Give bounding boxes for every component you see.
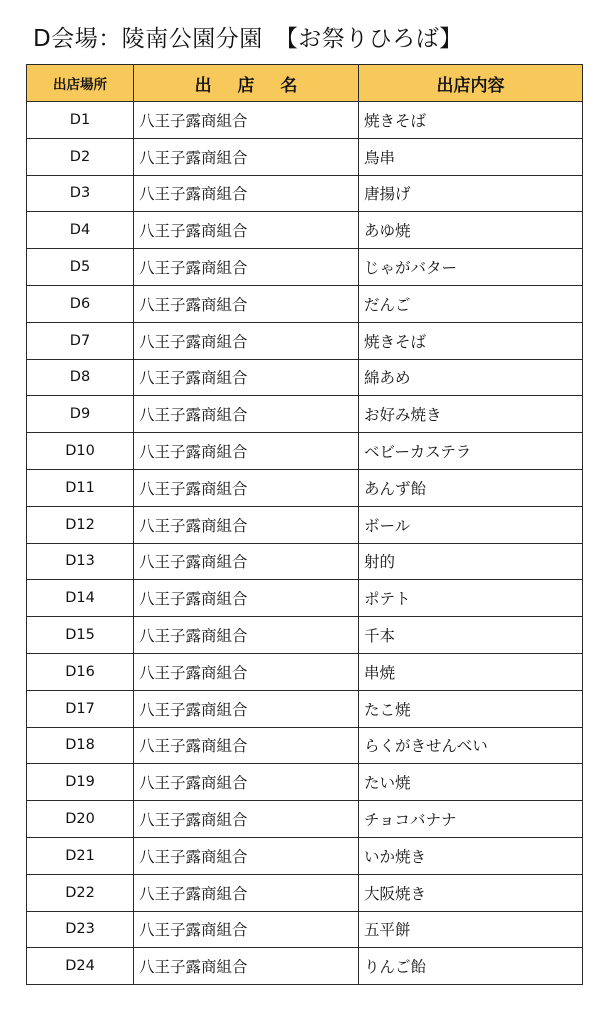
cell-vendor-content: だんご [359, 285, 583, 322]
table-row [27, 690, 583, 727]
table-row [27, 138, 583, 175]
cell-location: D8 [27, 359, 134, 396]
cell-vendor-name: 八王子露商組合 [134, 727, 359, 764]
cell-vendor-name: 八王子露商組合 [134, 359, 359, 396]
cell-vendor-content: あんず飴 [359, 469, 583, 506]
cell-location: D13 [27, 543, 134, 580]
table-row [27, 175, 583, 212]
cell-vendor-content: あゆ焼 [359, 212, 583, 249]
cell-vendor-name: 八王子露商組合 [134, 690, 359, 727]
cell-vendor-name: 八王子露商組合 [134, 322, 359, 359]
cell-vendor-name: 八王子露商組合 [134, 580, 359, 617]
cell-vendor-name: 八王子露商組合 [134, 175, 359, 212]
table-row [27, 433, 583, 470]
table-row [27, 322, 583, 359]
header-content: 出店内容 [359, 65, 583, 102]
vendor-table [26, 64, 583, 985]
cell-vendor-content: 千本 [359, 617, 583, 654]
table-row [27, 837, 583, 874]
cell-vendor-content: 射的 [359, 543, 583, 580]
cell-vendor-name: 八王子露商組合 [134, 837, 359, 874]
table-row [27, 249, 583, 286]
cell-vendor-content: たこ焼 [359, 690, 583, 727]
cell-vendor-content: じゃがバター [359, 249, 583, 286]
cell-vendor-name: 八王子露商組合 [134, 874, 359, 911]
header-row [27, 65, 583, 102]
cell-location: D7 [27, 322, 134, 359]
cell-vendor-content: りんご飴 [359, 948, 583, 985]
cell-location: D17 [27, 690, 134, 727]
table-row [27, 212, 583, 249]
cell-vendor-name: 八王子露商組合 [134, 801, 359, 838]
cell-vendor-content: 綿あめ [359, 359, 583, 396]
cell-location: D4 [27, 212, 134, 249]
cell-vendor-content: いか焼き [359, 837, 583, 874]
table-row [27, 469, 583, 506]
table-row [27, 359, 583, 396]
cell-vendor-name: 八王子露商組合 [134, 285, 359, 322]
cell-vendor-content: ベビーカステラ [359, 433, 583, 470]
cell-vendor-name: 八王子露商組合 [134, 653, 359, 690]
table-row [27, 506, 583, 543]
cell-location: D22 [27, 874, 134, 911]
cell-vendor-content: たい焼 [359, 764, 583, 801]
table-row [27, 285, 583, 322]
cell-location: D5 [27, 249, 134, 286]
cell-vendor-name: 八王子露商組合 [134, 948, 359, 985]
cell-vendor-content: 串焼 [359, 653, 583, 690]
table-header [27, 65, 583, 102]
cell-vendor-content: 焼きそば [359, 102, 583, 139]
cell-location: D9 [27, 396, 134, 433]
cell-location: D16 [27, 653, 134, 690]
table-row [27, 543, 583, 580]
cell-location: D6 [27, 285, 134, 322]
table-row [27, 102, 583, 139]
cell-vendor-content: 唐揚げ [359, 175, 583, 212]
cell-vendor-name: 八王子露商組合 [134, 543, 359, 580]
cell-location: D1 [27, 102, 134, 139]
cell-location: D14 [27, 580, 134, 617]
cell-vendor-content: 焼きそば [359, 322, 583, 359]
cell-location: D3 [27, 175, 134, 212]
header-location: 出店場所 [27, 65, 134, 102]
table-row [27, 617, 583, 654]
header-name: 出 店 名 [134, 65, 359, 102]
cell-location: D21 [27, 837, 134, 874]
cell-vendor-name: 八王子露商組合 [134, 433, 359, 470]
cell-vendor-name: 八王子露商組合 [134, 249, 359, 286]
table-row [27, 580, 583, 617]
cell-location: D15 [27, 617, 134, 654]
table-row [27, 727, 583, 764]
cell-location: D12 [27, 506, 134, 543]
cell-vendor-content: 大阪焼き [359, 874, 583, 911]
cell-location: D10 [27, 433, 134, 470]
table-row [27, 653, 583, 690]
cell-vendor-content: らくがきせんべい [359, 727, 583, 764]
cell-location: D18 [27, 727, 134, 764]
cell-vendor-name: 八王子露商組合 [134, 911, 359, 948]
cell-vendor-name: 八王子露商組合 [134, 617, 359, 654]
table-row [27, 764, 583, 801]
cell-vendor-name: 八王子露商組合 [134, 469, 359, 506]
cell-vendor-name: 八王子露商組合 [134, 506, 359, 543]
cell-location: D23 [27, 911, 134, 948]
table-row [27, 874, 583, 911]
cell-location: D19 [27, 764, 134, 801]
cell-vendor-content: 鳥串 [359, 138, 583, 175]
table-row [27, 948, 583, 985]
cell-vendor-name: 八王子露商組合 [134, 212, 359, 249]
cell-vendor-content: ポテト [359, 580, 583, 617]
cell-vendor-name: 八王子露商組合 [134, 138, 359, 175]
table-row [27, 801, 583, 838]
table-row [27, 911, 583, 948]
table-body [27, 102, 583, 985]
cell-vendor-name: 八王子露商組合 [134, 102, 359, 139]
page-title: D会場：陵南公園分園 【お祭りひろば】 [33, 26, 463, 52]
cell-location: D20 [27, 801, 134, 838]
cell-vendor-content: 五平餅 [359, 911, 583, 948]
table-row [27, 396, 583, 433]
cell-location: D24 [27, 948, 134, 985]
cell-vendor-content: お好み焼き [359, 396, 583, 433]
cell-vendor-name: 八王子露商組合 [134, 764, 359, 801]
cell-vendor-content: チョコバナナ [359, 801, 583, 838]
cell-location: D2 [27, 138, 134, 175]
cell-vendor-content: ボール [359, 506, 583, 543]
cell-location: D11 [27, 469, 134, 506]
cell-vendor-name: 八王子露商組合 [134, 396, 359, 433]
